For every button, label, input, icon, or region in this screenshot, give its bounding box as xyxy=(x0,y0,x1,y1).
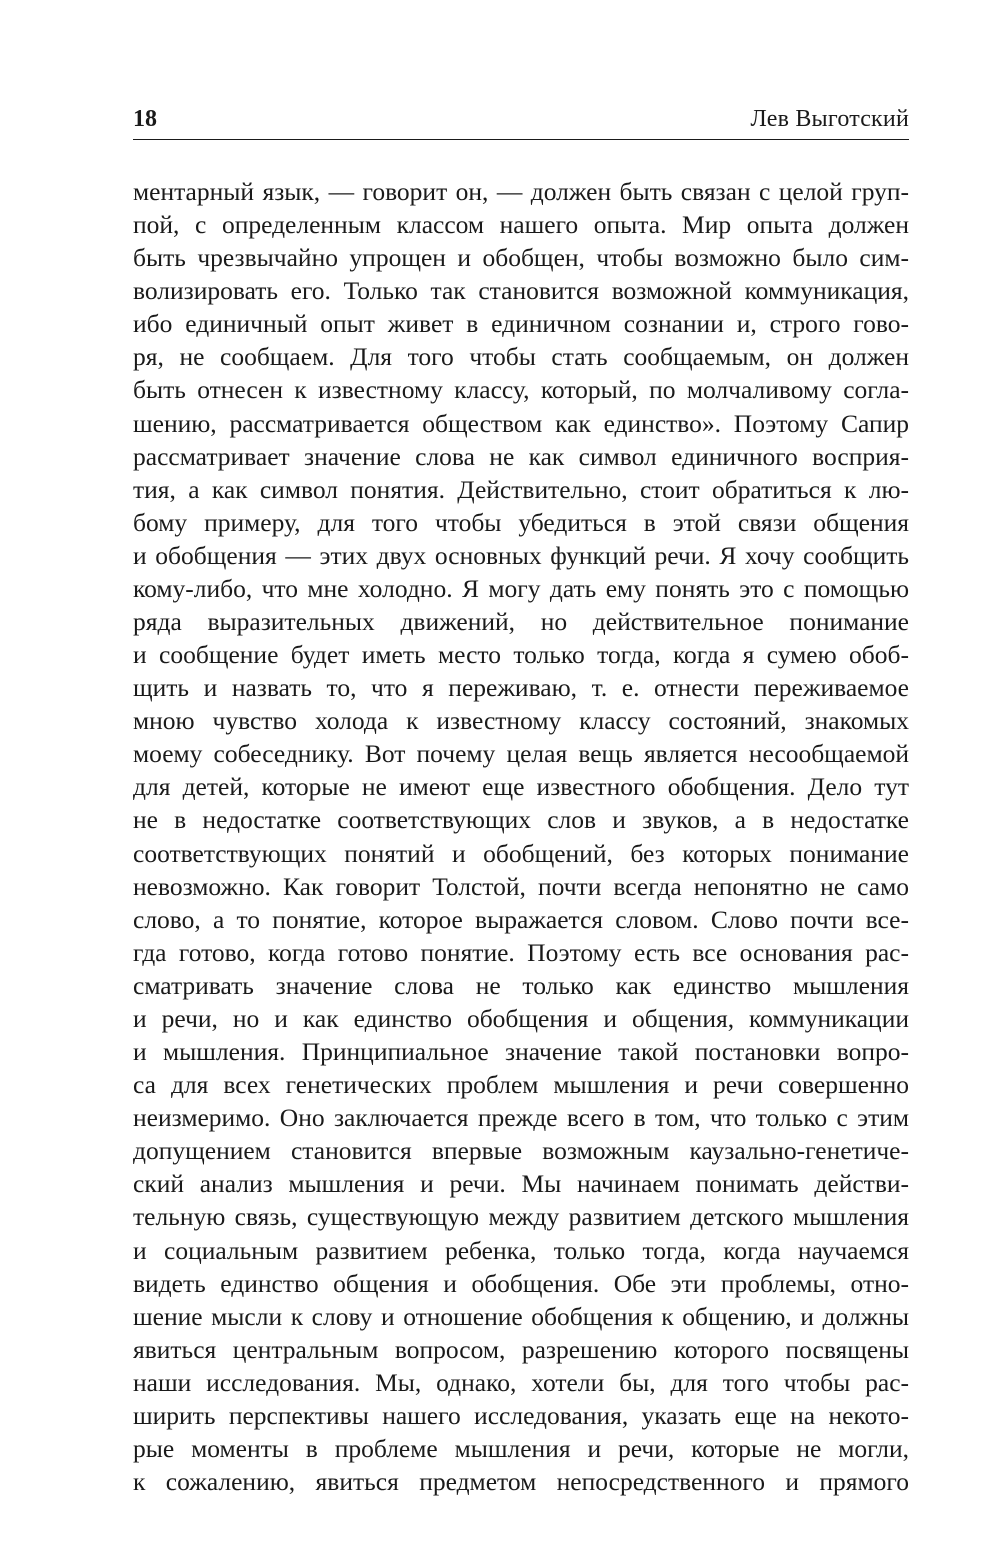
page-number: 18 xyxy=(133,106,157,132)
header-rule xyxy=(133,139,909,140)
body-text xyxy=(133,175,909,1498)
text-line: слово, а то понятие, которое выражается словом. Слово почти все- xyxy=(133,904,909,934)
text-line: и мышления. Принципиальное значение такой постановки вопро- xyxy=(133,1037,909,1067)
running-head xyxy=(133,104,909,140)
text-line: ментарный язык, — говорит он, — должен быть связан с целой груп- xyxy=(133,177,909,206)
text-line: допущением становится впервые возможным каузально-генетиче- xyxy=(133,1136,909,1166)
text-line: пой, с определенным классом нашего опыта. Мир опыта должен xyxy=(133,210,909,240)
text-line: тия, а как символ понятия. Действительно, стоит обратиться к лю- xyxy=(133,474,909,504)
text-line: кому-либо, что мне холодно. Я могу дать ему понять это с помощью xyxy=(133,573,909,603)
running-head-author: Лев Выготский xyxy=(750,106,909,132)
text-line: быть чрезвычайно упрощен и обобщен, чтобы возможно было сим- xyxy=(133,243,909,273)
text-line: ря, не сообщаем. Для того чтобы стать сообщаемым, он должен xyxy=(133,342,909,372)
text-line: моему собеседнику. Вот почему целая вещь является несообщаемой xyxy=(133,739,909,769)
text-line: мною чувство холода к известному классу состояний, знакомых xyxy=(133,706,909,736)
text-line: шению, рассматривается обществом как единство». Поэтому Сапир xyxy=(133,408,909,438)
text-line: соответствующих понятий и обобщений, без которых понимание xyxy=(133,838,909,868)
text-line: видеть единство общения и обобщения. Обе эти проблемы, отно- xyxy=(133,1268,909,1298)
text-line: тельную связь, существующую между развитием детского мышления xyxy=(133,1202,909,1232)
text-line: и речи, но и как единство обобщения и общения, коммуникации xyxy=(133,1003,909,1033)
text-line: быть отнесен к известному классу, который, по молчаливому согла- xyxy=(133,375,909,405)
text-line: наши исследования. Мы, однако, хотели бы, для того чтобы рас- xyxy=(133,1367,909,1397)
text-line: ширить перспективы нашего исследования, указать еще на некото- xyxy=(133,1400,909,1430)
text-line: рые моменты в проблеме мышления и речи, которые не могли, xyxy=(133,1433,909,1463)
text-line: волизировать его. Только так становится возможной коммуникация, xyxy=(133,276,909,306)
text-line: сматривать значение слова не только как единство мышления xyxy=(133,970,909,1000)
text-line: явиться центральным вопросом, разрешению которого посвящены xyxy=(133,1334,909,1364)
text-line: и социальным развитием ребенка, только тогда, когда научаемся xyxy=(133,1235,909,1265)
text-line: невозможно. Как говорит Толстой, почти всегда непонятно не само xyxy=(133,871,909,901)
text-line: ский анализ мышления и речи. Мы начинаем понимать действи- xyxy=(133,1169,909,1199)
text-line: не в недостатке соответствующих слов и звуков, а в недостатке xyxy=(133,805,909,835)
text-line: са для всех генетических проблем мышления и речи совершенно xyxy=(133,1070,909,1100)
text-line: ибо единичный опыт живет в единичном сознании и, строго гово- xyxy=(133,309,909,339)
text-line: и обобщения — этих двух основных функций речи. Я хочу сообщить xyxy=(133,540,909,570)
text-line: для детей, которые не имеют еще известного обобщения. Дело тут xyxy=(133,772,909,802)
text-line: щить и назвать то, что я переживаю, т. е. отнести переживаемое xyxy=(133,673,909,703)
text-line: ряда выразительных движений, но действительное понимание xyxy=(133,607,909,637)
text-line: и сообщение будет иметь место только тогда, когда я сумею обоб- xyxy=(133,640,909,670)
text-line: гда готово, когда готово понятие. Поэтому есть все основания рас- xyxy=(133,937,909,967)
text-line: рассматривает значение слова не как символ единичного восприя- xyxy=(133,441,909,471)
text-line: к сожалению, явиться предметом непосредственного и прямого xyxy=(133,1467,909,1497)
text-line: неизмеримо. Оно заключается прежде всего в том, что только с этим xyxy=(133,1103,909,1133)
text-line: шение мысли к слову и отношение обобщения к общению, и должны xyxy=(133,1301,909,1331)
text-line: бому примеру, для того чтобы убедиться в этой связи общения xyxy=(133,507,909,537)
